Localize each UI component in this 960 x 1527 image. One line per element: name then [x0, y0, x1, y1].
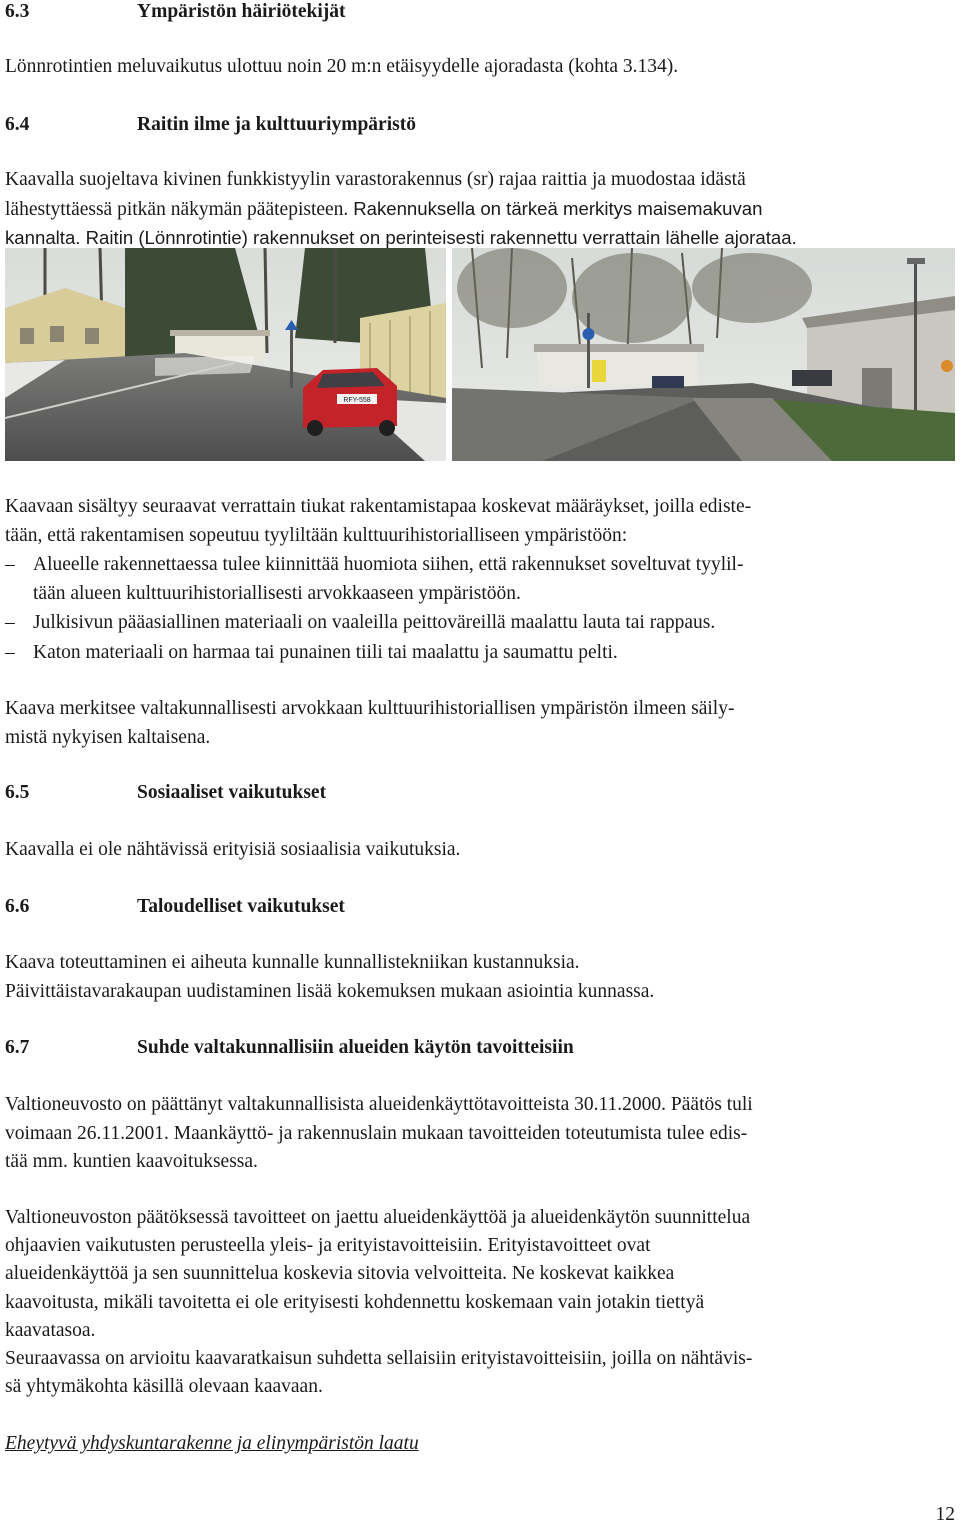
paragraph-line: Kaavaan sisältyy seuraavat verrattain tiukat rakentamistapaa koskevat määräykset, joilla ediste-	[5, 496, 752, 517]
paragraph-line: sä yhtymäkohta käsillä olevaan kaavaan.	[5, 1376, 323, 1397]
heading-title: Taloudelliset vaikutukset	[137, 896, 345, 917]
heading-number: 6.5	[5, 782, 30, 803]
paragraph-line: Valtioneuvosto on päättänyt valtakunnallisista alueidenkäyttötavoitteista 30.11.2000. Päätös tuli	[5, 1094, 753, 1115]
paragraph-line: kaavatasoa.	[5, 1320, 96, 1341]
bullet-dash: –	[5, 554, 15, 575]
paragraph-line	[5, 194, 950, 224]
paragraph-text: lähestyttäessä pitkän näkymän päätepisteen.	[5, 199, 349, 220]
paragraph-line: mistä nykyisen kaltaisena.	[5, 727, 211, 748]
bullet-dash: –	[5, 612, 15, 633]
page-number: 12	[935, 1504, 955, 1525]
license-plate: RFY-558	[343, 397, 371, 404]
paragraph-line: voimaan 26.11.2001. Maankäyttö- ja rakennuslain mukaan tavoitteiden toteutumista tulee edis-	[5, 1123, 748, 1144]
paragraph-line: Kaava merkitsee valtakunnallisesti arvokkaan kulttuurihistoriallisen ympäristön ilmeen säily-	[5, 698, 735, 719]
street-photo-left	[5, 248, 446, 461]
subheading-italic: Eheytyvä yhdyskuntarakenne ja elinympäristön laatu	[5, 1433, 419, 1454]
paragraph-line: Seuraavassa on arvioitu kaavaratkaisun suhdetta sellaisiin erityistavoitteisiin, joilla on nähtävis-	[5, 1348, 753, 1369]
paragraph-line: alueidenkäyttöä ja sen suunnittelua koskevia sitovia velvoitteita. Ne koskevat kaikkea	[5, 1263, 675, 1284]
paragraph-line: Valtioneuvoston päätöksessä tavoitteet on jaettu alueidenkäyttöä ja alueidenkäytön suunnittelua	[5, 1207, 751, 1228]
list-item-text: tään alueen kulttuurihistoriallisesti arvokkaaseen ympäristöön.	[33, 583, 521, 604]
list-item	[5, 550, 935, 579]
red-car	[303, 368, 397, 436]
heading-title: Sosiaaliset vaikutukset	[137, 782, 327, 803]
paragraph-text-sans: Rakennuksella on tärkeä merkitys maisemakuvan	[353, 198, 763, 219]
paragraph-noise: Lönnrotintien meluvaikutus ulottuu noin 20 m:n etäisyydelle ajoradasta (kohta 3.134).	[5, 56, 679, 77]
list-item	[5, 608, 935, 637]
paragraph-line: ohjaavien vaikutusten perusteella yleis- ja erityistavoitteisiin. Erityistavoitteet ovat	[5, 1235, 651, 1256]
heading-title: Suhde valtakunnallisiin alueiden käytön tavoitteisiin	[137, 1037, 574, 1058]
heading-6-5	[5, 778, 950, 807]
list-item	[5, 638, 935, 667]
heading-number: 6.4	[5, 114, 30, 135]
bullet-dash: –	[5, 642, 15, 663]
heading-6-4	[5, 110, 950, 139]
heading-number: 6.6	[5, 896, 30, 917]
paragraph-line: kaavoitusta, mikäli tavoitetta ei ole erityisesti kohdennettu koskemaan vain jotakin tiettyä	[5, 1292, 705, 1313]
heading-6-3	[5, 0, 950, 26]
paragraph-line: Kaava toteuttaminen ei aiheuta kunnalle kunnallistekniikan kustannuksia.	[5, 952, 580, 973]
paragraph-line: Kaavalla ei ole nähtävissä erityisiä sosiaalisia vaikutuksia.	[5, 839, 461, 860]
list-item-continuation	[5, 579, 935, 608]
street-photo-right	[452, 248, 955, 461]
paragraph-line: Päivittäistavarakaupan uudistaminen lisää kokemuksen mukaan asiointia kunnassa.	[5, 981, 655, 1002]
list-item-text: Alueelle rakennettaessa tulee kiinnittää huomiota siihen, että rakennukset soveltuvat tyylil-	[33, 554, 744, 575]
heading-number: 6.3	[5, 1, 30, 22]
heading-title: Raitin ilme ja kulttuuriympäristö	[137, 114, 416, 135]
heading-6-6	[5, 892, 950, 921]
paragraph-line: tään, että rakentamisen sopeutuu tyyliltään kulttuurihistorialliseen ympäristöön:	[5, 525, 628, 546]
paragraph-line: tää mm. kuntien kaavoituksessa.	[5, 1151, 258, 1172]
paragraph-line: Kaavalla suojeltava kivinen funkkistyylin varastorakennus (sr) rajaa raittia ja muodostaa idästä	[5, 169, 746, 190]
street-photo-left-image	[5, 248, 446, 461]
heading-title: Ympäristön häiriötekijät	[137, 1, 346, 22]
list-item-text: Julkisivun pääasiallinen materiaali on vaaleilla peittoväreillä maalattu lauta tai rappaus.	[33, 612, 716, 633]
paragraph-line-sans: kannalta. Raitin (Lönnrotintie) rakennukset on perinteisesti rakennettu verrattain lähelle ajorataa.	[5, 227, 797, 248]
list-item-text: Katon materiaali on harmaa tai punainen tiili tai maalattu ja saumattu pelti.	[33, 642, 618, 663]
street-photo-right-image	[452, 248, 955, 461]
heading-number: 6.7	[5, 1037, 30, 1058]
heading-6-7	[5, 1033, 950, 1062]
